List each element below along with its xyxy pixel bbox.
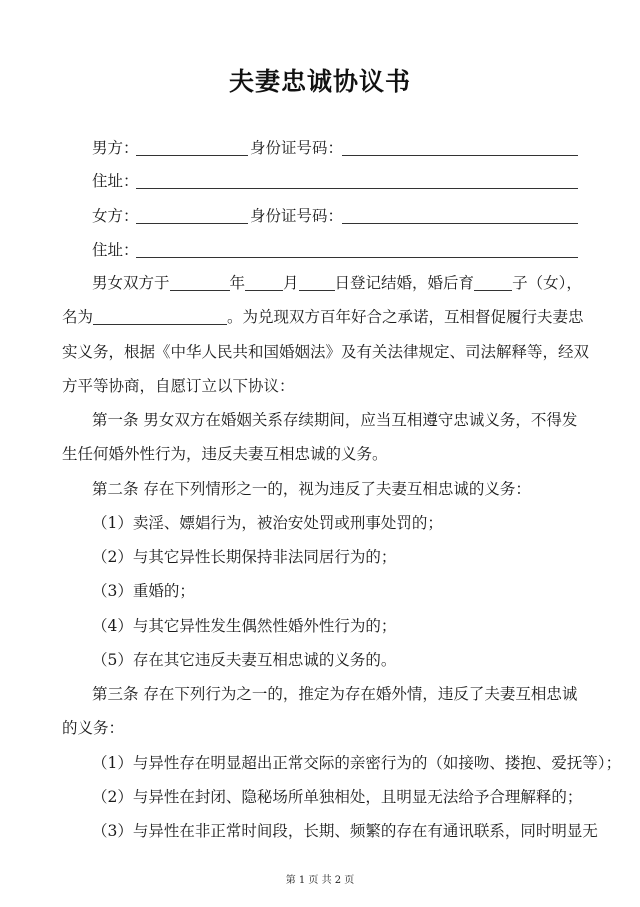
intro-year: 年 (229, 274, 246, 292)
document-title: 夫妻忠诚协议书 (228, 67, 411, 96)
date-day-blank (299, 274, 335, 291)
article-3-line-2: 的义务： (62, 719, 125, 737)
woman-label: 女方： (92, 207, 139, 225)
intro-line-4: 方平等协商，自愿订立以下协议： (62, 377, 295, 395)
man-id-blank (342, 155, 578, 156)
article-2-line-1: 第二条 存在下列情形之一的，视为违反了夫妻互相忠诚的义务： (92, 480, 531, 498)
address-label-2: 住址： (92, 241, 139, 259)
intro-day: 日登记结婚，婚后育 (334, 274, 475, 292)
article-2-item-4: （4）与其它异性发生偶然性婚外性行为的； (92, 617, 397, 635)
man-name-blank (136, 155, 248, 156)
date-year-blank (170, 274, 230, 291)
intro-text-2: 。为兑现双方百年好合之承诺，互相督促履行夫妻忠 (227, 308, 584, 326)
article-1-line-1: 第一条 男女双方在婚姻关系存续期间，应当互相遵守忠诚义务，不得发 (92, 411, 578, 429)
date-month-blank (245, 274, 283, 291)
id-label-2: 身份证号码： (250, 207, 344, 225)
article-3-item-2: （2）与异性在封闭、隐秘场所单独相处，且明显无法给予合理解释的； (92, 788, 583, 806)
address-label-1: 住址： (92, 172, 139, 190)
article-3-item-3: （3）与异性在非正常时间段，长期、频繁的存在有通讯联系，同时明显无 (92, 822, 598, 840)
woman-name-blank (136, 223, 248, 224)
article-3-line-1: 第三条 存在下列行为之一的，推定为存在婚外情，违反了夫妻互相忠诚 (92, 685, 578, 703)
woman-address-blank (136, 257, 578, 258)
child-name-blank (93, 308, 227, 325)
man-address-blank (136, 188, 578, 189)
article-2-item-1: （1）卖淫、嫖娼行为，被治安处罚或刑事处罚的； (92, 514, 443, 532)
id-label-1: 身份证号码： (250, 139, 344, 157)
intro-line-1 (92, 273, 582, 293)
article-2-item-3: （3）重婚的； (92, 582, 195, 600)
intro-line-2 (62, 307, 584, 327)
article-1-line-2: 生任何婚外性行为，违反夫妻互相忠诚的义务。 (62, 445, 388, 463)
intro-month: 月 (283, 274, 299, 292)
man-label: 男方： (92, 139, 139, 157)
intro-child: 子（女）， (512, 274, 582, 292)
article-3-item-1: （1）与异性存在明显超出正常交际的亲密行为的（如接吻、搂抱、爱抚等）； (92, 754, 622, 772)
intro-line-3: 实义务，根据《中华人民共和国婚姻法》及有关法律规定、司法解释等，经双 (62, 343, 590, 361)
article-2-item-2: （2）与其它异性长期保持非法同居行为的； (92, 548, 397, 566)
intro-name: 名为 (62, 308, 94, 326)
article-2-item-5: （5）存在其它违反夫妻互相忠诚的义务的。 (92, 651, 397, 669)
child-count-blank (474, 274, 512, 291)
intro-text-1: 男女双方于 (92, 274, 170, 292)
woman-id-blank (342, 223, 578, 224)
page-footer: 第 1 页 共 2 页 (285, 875, 355, 886)
